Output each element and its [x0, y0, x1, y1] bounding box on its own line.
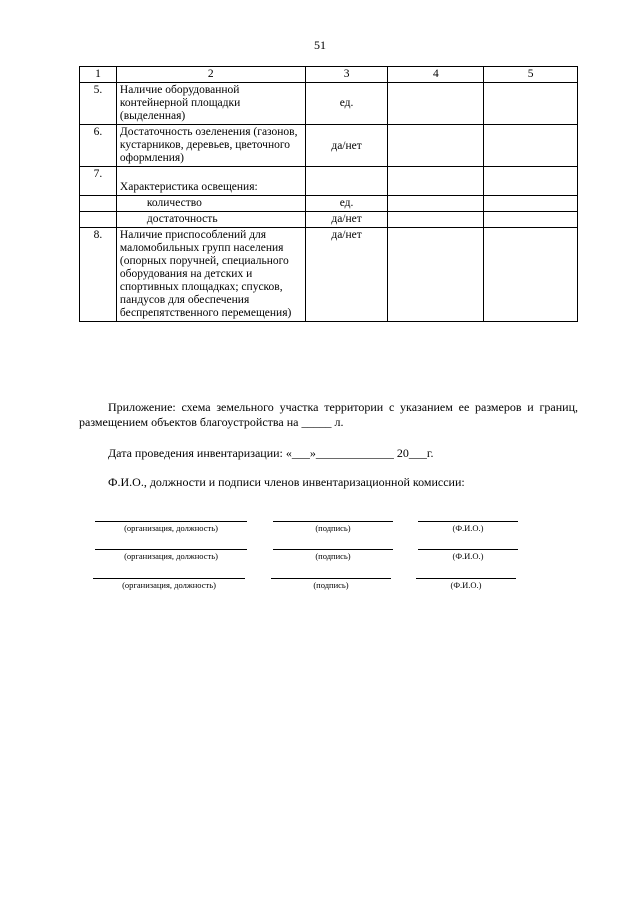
commission-heading: Ф.И.О., должности и подписи членов инвентаризационной комиссии: — [108, 475, 465, 489]
inventory-table — [79, 66, 578, 322]
row-value-5 — [484, 196, 578, 212]
signature-row-2 — [95, 549, 535, 569]
signature-row-3 — [93, 578, 533, 598]
organization-position-field: (организация, должность) — [95, 521, 247, 533]
row-value-4 — [388, 228, 484, 322]
row-unit: да/нет — [305, 125, 388, 167]
row-unit: да/нет — [305, 228, 388, 322]
row-number: 7. — [80, 167, 117, 196]
table-row-8 — [80, 228, 578, 322]
row-value-5 — [484, 167, 578, 196]
row-number — [80, 212, 117, 228]
organization-position-field: (организация, должность) — [95, 549, 247, 561]
row-number: 8. — [80, 228, 117, 322]
row-unit: да/нет — [305, 212, 388, 228]
row-value-5 — [484, 83, 578, 125]
signature-field: (подпись) — [271, 578, 391, 590]
table-row-6 — [80, 125, 578, 167]
row-value-4 — [388, 167, 484, 196]
table-row-7-quantity — [80, 196, 578, 212]
table-row-7-sufficiency — [80, 212, 578, 228]
inventory-date-line: Дата проведения инвентаризации: «___»_____________ 20___г. — [108, 446, 434, 460]
signature-field: (подпись) — [273, 521, 393, 533]
row-value-4 — [388, 196, 484, 212]
full-name-field: (Ф.И.О.) — [416, 578, 516, 590]
organization-position-field: (организация, должность) — [93, 578, 245, 590]
row-value-5 — [484, 228, 578, 322]
table-row-5 — [80, 83, 578, 125]
row-description: Наличие приспособлений для маломобильных групп населения (опорных поручней, специального оборудования на детских и спортивных площадках; спусков, пандусов для обеспечения беспрепятственного перемещения) — [116, 228, 305, 322]
table-row-7 — [80, 167, 578, 196]
signature-field: (подпись) — [273, 549, 393, 561]
row-value-4 — [388, 212, 484, 228]
row-value-4 — [388, 83, 484, 125]
row-description: количество — [116, 196, 305, 212]
header-cell-5: 5 — [484, 67, 578, 83]
row-value-4 — [388, 125, 484, 167]
row-description: Достаточность озеленения (газонов, кустарников, деревьев, цветочного оформления) — [116, 125, 305, 167]
header-cell-2: 2 — [116, 67, 305, 83]
row-number: 5. — [80, 83, 117, 125]
row-unit: ед. — [305, 196, 388, 212]
row-value-5 — [484, 125, 578, 167]
header-cell-4: 4 — [388, 67, 484, 83]
table-header-row — [80, 67, 578, 83]
header-cell-1: 1 — [80, 67, 117, 83]
row-description: Наличие оборудованной контейнерной площадки (выделенная) — [116, 83, 305, 125]
row-number — [80, 196, 117, 212]
full-name-field: (Ф.И.О.) — [418, 549, 518, 561]
full-name-field: (Ф.И.О.) — [418, 521, 518, 533]
row-number: 6. — [80, 125, 117, 167]
appendix-note: Приложение: схема земельного участка территории с указанием ее размеров и границ, размещением объектов благоустройства на _____ л. — [79, 400, 578, 429]
signature-row-1 — [95, 521, 535, 541]
page-number: 51 — [314, 38, 326, 52]
row-description: Характеристика освещения: — [116, 167, 305, 196]
row-value-5 — [484, 212, 578, 228]
header-cell-3: 3 — [305, 67, 388, 83]
row-unit — [305, 167, 388, 196]
row-unit: ед. — [305, 83, 388, 125]
row-description: достаточность — [116, 212, 305, 228]
